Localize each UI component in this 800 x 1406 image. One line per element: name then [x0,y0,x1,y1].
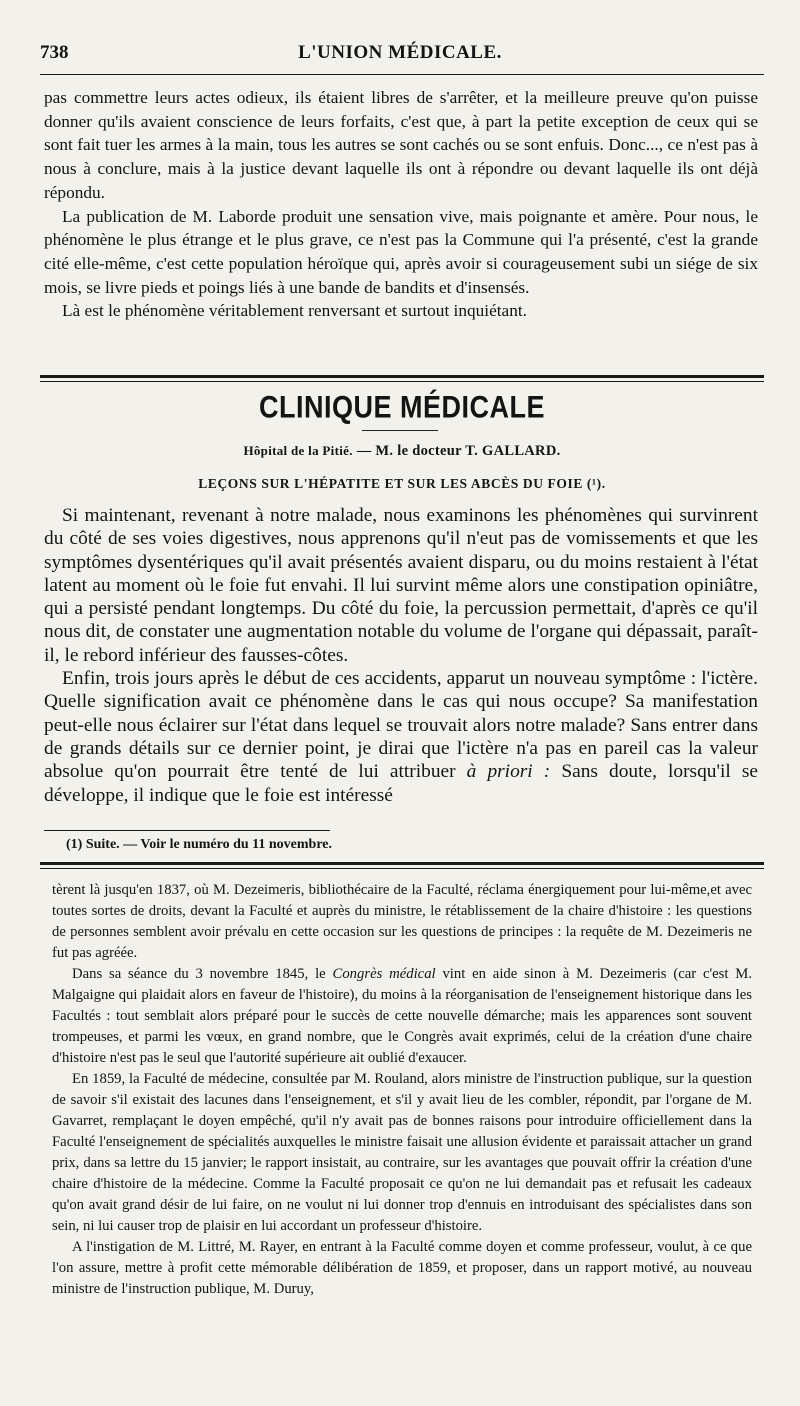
paragraph: Si maintenant, revenant à notre malade, nous examinons les phénomènes qui survinrent du côté de ses voies digestives, nous apprenons qu'il n'eut pas de vomissements et que les symptômes dysentériques qu'il avait présentés avaient disparu, ou du moins restaient à l'état latent au moment où le foie fut envahi. Il lui survint même alors une constipation opiniâtre, qui a persisté pendant longtemps. Du côté du foie, la percussion permettait, d'après ce qu'il nous dit, de constater une augmentation notable du volume de l'organe qui dépassait, paraît-il, le rebord inférieur des fausses-côtes. [44,505,758,666]
hospital-line [40,443,764,460]
italic-phrase: à priori : [466,761,551,783]
paragraph [52,964,752,1069]
text-run: vint en aide sinon à M. Dezeimeris (car c'est M. Malgaigne qui plaidait alors en faveur de l'histoire), du moins à la réorganisation de l'enseignement historique dans les Facultés : tout semblait alors préparé pour le succès de cette nouvelle démarche; mais les apparences sont souvent trompeuses, et parmi les vœux, en grand nombre, que le Congrès avait exprimés, celui de la création d'une chaire d'histoire n'est pas le seul que l'autorité supérieure ait oublié d'exaucer. [52,966,752,1066]
journal-title: L'UNION MÉDICALE. [298,42,502,63]
paragraph: En 1859, la Faculté de médecine, consultée par M. Rouland, alors ministre de l'instruction publique, sur la question de savoir s'il existait des lacunes dans l'enseignement, et s'il y avait lieu de les combler, répondit, par l'organe de M. Gavarret, remplaçant le doyen empêché, qu'il n'y avait pas de bonnes raisons pour introduire officiellement dans la Faculté l'enseignement de spécialités auxquelles le ministre faisait une allusion évidente et paraissait attacher un grand prix, dans sa lettre du 15 janvier; le rapport insistait, au contraire, sur les avantages que pouvait offrir la création d'une chaire d'histoire de la médecine. Comme la Faculté proposait ce qu'on ne lui demandait pas et refusait les cadeaux qu'on avait grand désir de lui faire, on ne voulut ni lui donner trop d'ennuis en introduisant des spécialistes dans son sein, ni lui causer trop de plaisir en lui accordant un professeur d'histoire. [52,1071,752,1234]
paragraph: Là est le phénomène véritablement renversant et surtout inquiétant. [62,301,527,321]
running-header [40,38,760,68]
paragraph [44,667,758,807]
section-divider-rule-thin [40,381,764,382]
text-run: Enfin, trois jours après le début de ces accidents, apparut un nouveau symptôme : l'ictère. Quelle signification avait ce phénomène dans le cas qui nous occupe? Sa manifestation peut-elle nous éclairer sur l'état dans lequel se trouvait alors notre malade? Sans entrer dans de grands détails sur ce dernier point, je dirai que l'ictère n'a pas en pareil cas la valeur absolue qu'on pourrait être tenté de lui attribuer [44,668,758,783]
feuilleton-divider-rule-thin [40,868,764,869]
section-title: CLINIQUE MÉDICALE [258,389,545,425]
footnote-rule [44,830,330,831]
paragraph: tèrent là jusqu'en 1837, où M. Dezeimeris, bibliothécaire de la Faculté, réclama énergiquement pour lui-même,et avec toutes sortes de droits, devant la Faculté et auprès du ministre, le rétablissement de la chaire d'histoire : les questions de personnes semblent avoir prévalu en cette occasion sur les questions de principes : la requête de M. Dezeimeris ne fut pas agréée. [52,882,752,961]
paragraph: pas commettre leurs actes odieux, ils étaient libres de s'arrêter, et la meilleure preuve qu'on puisse donner qu'ils avaient conscience de leurs forfaits, c'est que, à part la petite exception de ceux qui se sont fait tuer les armes à la main, tous les autres se sont cachés ou se sont enfuis. Donc..., ce n'est pas à nous à conclure, mais à la justice devant laquelle ils ont à répondre ou devant laquelle ils ont déjà répondu. [44,88,758,202]
header-rule [40,74,764,75]
paragraph: La publication de M. Laborde produit une sensation vive, mais poignante et amère. Pour nous, le phénomène le plus étrange et le plus grave, ce n'est pas la Commune qui l'a présenté, c'est la grande cité elle-même, c'est cette population héroïque qui, après avoir si courageusement subi un siége de six mois, se livre pieds et poings liés à une bande de bandits et d'insensés. [44,206,758,297]
text-run: Sans doute, lorsqu'il se développe, il indique que le foie est intéressé [44,761,758,806]
page-number: 738 [40,42,69,63]
hospital-doctor: — M. le docteur T. GALLARD. [356,443,561,459]
hospital-name: Hôpital de la Pitié. [243,443,353,458]
text-run: Dans sa séance du 3 novembre 1845, le [72,966,326,982]
title-underline [362,430,438,431]
upper-article-text [44,86,758,323]
clinique-article-text [44,504,758,807]
footnote: (1) Suite. — Voir le numéro du 11 novembre. [66,837,333,852]
paragraph: A l'instigation de M. Littré, M. Rayer, en entrant à la Faculté comme doyen et comme professeur, voulut, à ce que l'on assure, mettre à profit cette mémorable délibération de 1859, et proposer, dans un rapport motivé, au nouveau ministre de l'instruction publique, M. Duruy, [52,1239,752,1297]
italic-phrase: Congrès médical [332,966,436,982]
section-divider-rule [40,375,764,378]
lecture-title: LEÇONS SUR L'HÉPATITE ET SUR LES ABCÈS DU FOIE (¹). [198,476,606,491]
feuilleton-text [52,880,752,1300]
feuilleton-divider-rule [40,862,764,865]
